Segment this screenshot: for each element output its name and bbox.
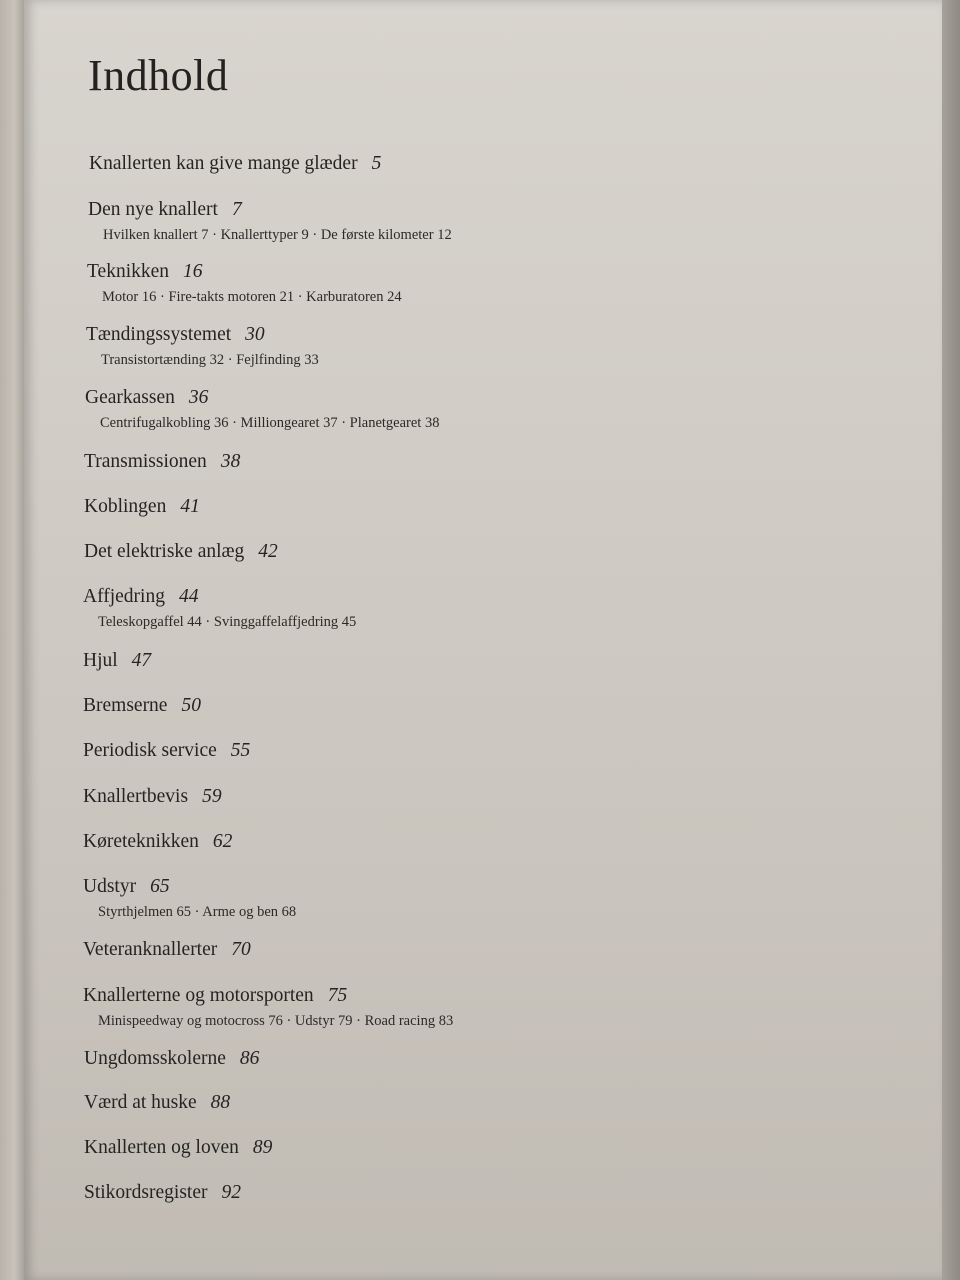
toc-entry-heading bbox=[84, 540, 278, 564]
chapter-title: Værd at huske bbox=[84, 1092, 197, 1113]
toc-entry-heading bbox=[84, 495, 200, 519]
book-page bbox=[24, 0, 942, 1280]
toc-entry bbox=[86, 323, 319, 369]
chapter-page-number: 65 bbox=[150, 876, 170, 897]
chapter-page-number: 75 bbox=[327, 985, 348, 1006]
toc-entry-heading bbox=[88, 198, 452, 222]
toc-entry bbox=[84, 495, 200, 519]
chapter-subsections: Hvilken knallert 7 · Knallerttyper 9 · De første kilometer 12 bbox=[103, 227, 452, 243]
chapter-page-number: 38 bbox=[220, 451, 241, 472]
toc-entry bbox=[87, 260, 402, 306]
chapter-page-number: 36 bbox=[188, 387, 209, 408]
chapter-title: Hjul bbox=[83, 650, 118, 671]
toc-entry-heading bbox=[84, 1047, 259, 1071]
chapter-title: Knallerten kan give mange glæder bbox=[89, 153, 358, 174]
toc-entry bbox=[84, 1181, 241, 1205]
toc-entry-heading bbox=[84, 1091, 230, 1115]
chapter-page-number: 42 bbox=[258, 541, 278, 562]
chapter-page-number: 55 bbox=[230, 740, 251, 761]
chapter-page-number: 59 bbox=[202, 786, 222, 807]
chapter-page-number: 92 bbox=[221, 1182, 241, 1203]
toc-entry-heading bbox=[87, 260, 402, 284]
toc-entry-heading bbox=[83, 694, 201, 718]
toc-entry bbox=[83, 984, 453, 1030]
chapter-subsections: Minispeedway og motocross 76 · Udstyr 79 · Road racing 83 bbox=[98, 1013, 454, 1029]
toc-entry-heading bbox=[83, 938, 251, 962]
chapter-subsections: Teleskopgaffel 44 · Svinggaffelaffjedring 45 bbox=[98, 614, 357, 630]
chapter-page-number: 16 bbox=[183, 261, 203, 282]
chapter-title: Tændingssystemet bbox=[86, 324, 232, 345]
chapter-title: Teknikken bbox=[87, 261, 170, 282]
chapter-page-number: 88 bbox=[210, 1092, 231, 1113]
chapter-title: Veteranknallerter bbox=[83, 939, 218, 960]
chapter-title: Den nye knallert bbox=[88, 199, 218, 220]
toc-entry bbox=[83, 739, 250, 763]
chapter-subsections: Styrthjelmen 65 · Arme og ben 68 bbox=[98, 904, 297, 920]
chapter-subsections: Motor 16 · Fire-takts motoren 21 · Karburatoren 24 bbox=[102, 289, 402, 305]
toc-entry-heading bbox=[85, 386, 439, 410]
chapter-title: Udstyr bbox=[83, 876, 137, 897]
toc-entry-heading bbox=[84, 1136, 272, 1160]
adjacent-page-edge bbox=[0, 0, 24, 1280]
toc-entry bbox=[85, 386, 439, 432]
chapter-subsections: Transistortænding 32 · Fejlfinding 33 bbox=[101, 352, 319, 368]
toc-entry bbox=[84, 450, 240, 474]
chapter-title: Bremserne bbox=[83, 695, 168, 716]
toc-entry bbox=[83, 585, 356, 631]
chapter-title: Periodisk service bbox=[83, 740, 217, 761]
toc-entry bbox=[83, 938, 251, 962]
page-title: Indhold bbox=[88, 51, 229, 100]
chapter-page-number: 44 bbox=[178, 586, 199, 607]
toc-entry-heading bbox=[83, 875, 296, 899]
chapter-title: Transmissionen bbox=[84, 451, 207, 472]
toc-entry-heading bbox=[84, 450, 240, 474]
toc-entry-heading bbox=[83, 785, 222, 809]
toc-entry bbox=[88, 198, 452, 244]
chapter-page-number: 62 bbox=[212, 831, 233, 852]
chapter-page-number: 30 bbox=[245, 324, 265, 345]
toc-entry bbox=[84, 1047, 259, 1071]
chapter-page-number: 86 bbox=[239, 1048, 260, 1069]
toc-entry bbox=[84, 540, 278, 564]
chapter-title: Knallerten og loven bbox=[84, 1137, 239, 1158]
toc-entry-heading bbox=[86, 323, 319, 347]
toc-entry-heading bbox=[83, 830, 232, 854]
chapter-title: Køreteknikken bbox=[83, 831, 199, 852]
toc-entry bbox=[83, 649, 151, 673]
toc-entry bbox=[83, 830, 232, 854]
toc-entry-heading bbox=[83, 649, 151, 673]
chapter-title: Gearkassen bbox=[85, 387, 175, 408]
chapter-title: Koblingen bbox=[84, 496, 167, 517]
chapter-title: Stikordsregister bbox=[84, 1182, 208, 1203]
toc-entry bbox=[83, 694, 201, 718]
chapter-title: Ungdomsskolerne bbox=[84, 1048, 226, 1069]
chapter-title: Det elektriske anlæg bbox=[84, 541, 245, 562]
toc-entry-heading bbox=[83, 984, 453, 1008]
chapter-page-number: 5 bbox=[371, 153, 382, 174]
page-edge-shadow bbox=[942, 0, 960, 1280]
toc-entry bbox=[84, 1136, 272, 1160]
chapter-title: Knallerterne og motorsporten bbox=[83, 985, 314, 1006]
toc-entry-heading bbox=[84, 1181, 241, 1205]
chapter-subsections: Centrifugalkobling 36 · Milliongearet 37 · Planetgearet 38 bbox=[100, 415, 440, 431]
toc-entry bbox=[83, 785, 222, 809]
chapter-page-number: 70 bbox=[231, 939, 251, 960]
chapter-page-number: 89 bbox=[252, 1137, 273, 1158]
toc-entry bbox=[83, 875, 296, 921]
toc-entry bbox=[84, 1091, 230, 1115]
toc-entry-heading bbox=[89, 152, 381, 176]
chapter-page-number: 41 bbox=[180, 496, 200, 517]
chapter-page-number: 7 bbox=[231, 199, 242, 220]
chapter-title: Affjedring bbox=[83, 586, 165, 607]
toc-entry-heading bbox=[83, 739, 250, 763]
chapter-page-number: 50 bbox=[181, 695, 201, 716]
toc-entry bbox=[89, 152, 381, 176]
chapter-page-number: 47 bbox=[131, 650, 152, 671]
chapter-title: Knallertbevis bbox=[83, 786, 189, 807]
toc-entry-heading bbox=[83, 585, 356, 609]
